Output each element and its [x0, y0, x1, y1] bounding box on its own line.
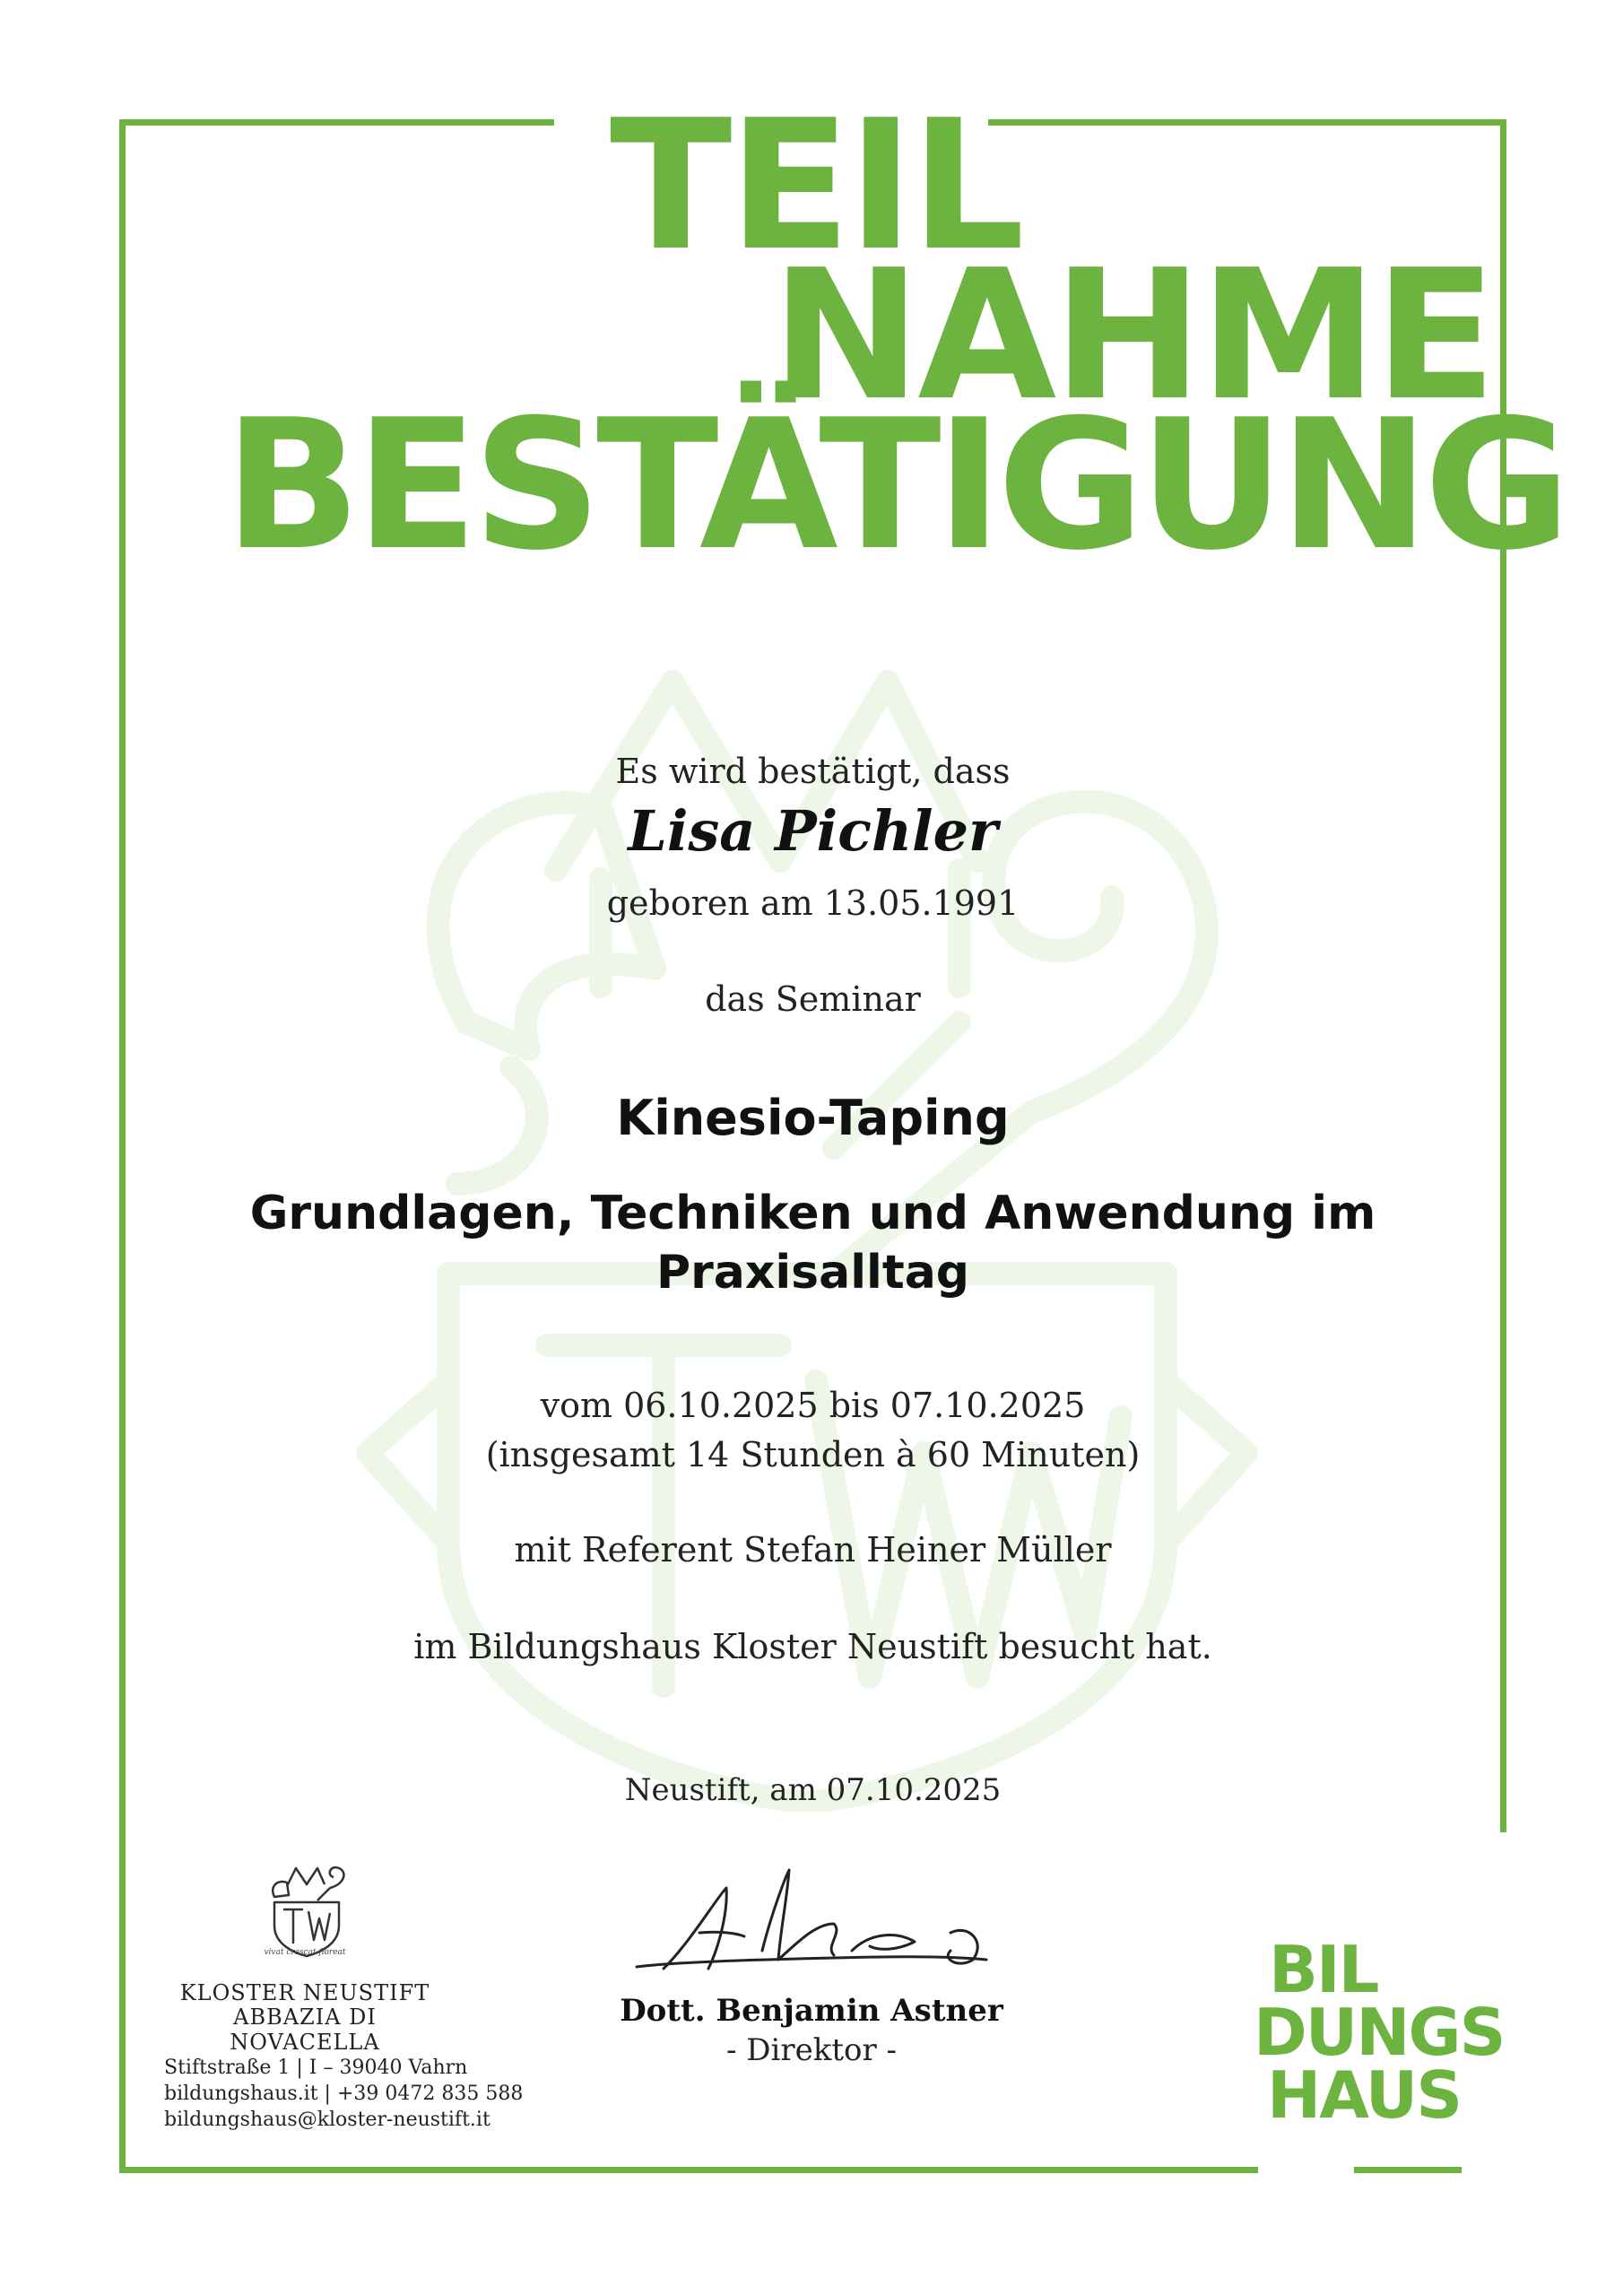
headline-line-2: NAHME — [771, 231, 1494, 440]
seminar-dates: vom 06.10.2025 bis 07.10.2025 — [540, 1386, 1086, 1425]
signature-image — [628, 1861, 1004, 1996]
seminar-duration: (insgesamt 14 Stunden à 60 Minuten) — [485, 1435, 1141, 1474]
birth-date: geboren am 13.05.1991 — [606, 883, 1020, 923]
seminar-title: Kinesio-Taping — [616, 1090, 1010, 1146]
frame-left — [119, 119, 126, 2173]
place-date: Neustift, am 07.10.2025 — [624, 1772, 1002, 1808]
logo-line-2: DUNGS — [1254, 1995, 1505, 2070]
org-name-1: KLOSTER NEUSTIFT — [179, 1980, 430, 2005]
intro-text: Es wird bestätigt, dass — [615, 752, 1011, 791]
crest-motto: vivat crescat floreat — [264, 1948, 346, 1957]
frame-right — [1500, 119, 1506, 1832]
seminar-subtitle: Grundlagen, Techniken und Anwendung im Praxisalltag — [249, 1187, 1376, 1300]
frame-bottom-right — [1354, 2167, 1462, 2173]
frame-top-left — [119, 119, 554, 126]
org-name-2: ABBAZIA DI NOVACELLA — [230, 2005, 380, 2055]
seminar-intro: das Seminar — [705, 979, 921, 1019]
frame-bottom — [119, 2167, 1258, 2173]
crest-icon — [262, 1861, 352, 1960]
headline-line-3: BESTÄTIGUNG — [224, 381, 1567, 590]
email-line: bildungshaus@kloster-neustift.it — [164, 2109, 490, 2131]
speaker-line: mit Referent Stefan Heiner Müller — [514, 1530, 1112, 1570]
signatory-name: Dott. Benjamin Astner — [620, 1993, 1003, 2029]
logo-line-1: BIL — [1269, 1932, 1378, 2007]
frame-top-right — [988, 119, 1506, 126]
signatory-role: - Direktor - — [725, 2032, 898, 2068]
web-phone-line: bildungshaus.it | +39 0472 835 588 — [164, 2083, 524, 2105]
headline-line-1: TEIL — [610, 82, 1021, 291]
logo-line-3: HAUS — [1267, 2057, 1462, 2133]
venue-line: im Bildungshaus Kloster Neustift besucht hat. — [413, 1627, 1212, 1666]
participant-name: Lisa Pichler — [628, 798, 998, 864]
address-line: Stiftstraße 1 | I – 39040 Vahrn — [164, 2057, 468, 2079]
